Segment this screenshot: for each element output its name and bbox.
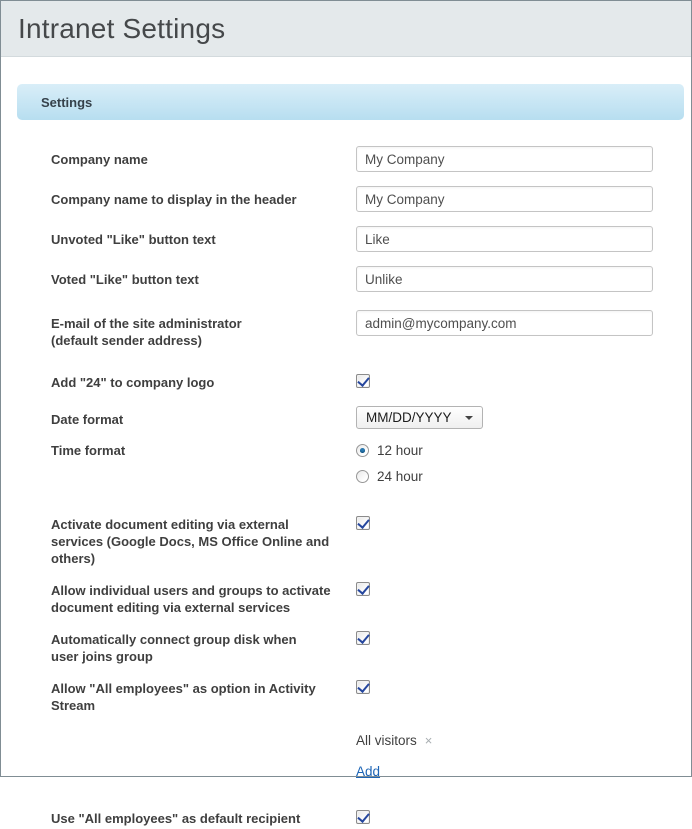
page-title: Intranet Settings: [18, 12, 226, 44]
page-header: [1, 1, 691, 57]
form-row-recipient-tag: [1, 732, 691, 749]
form-row-add-24-logo: [1, 373, 691, 393]
form-row-unvoted-like: [1, 226, 691, 252]
remove-tag-icon[interactable]: ×: [424, 733, 433, 748]
form-row-voted-like: [1, 266, 691, 292]
voted-like-label: Voted "Like" button text: [51, 272, 199, 287]
form-row-external-editing: [1, 515, 691, 567]
form-row-all-employees-option: [1, 679, 691, 714]
unvoted-like-input[interactable]: [356, 226, 653, 252]
all-employees-option-checkbox[interactable]: [356, 680, 370, 694]
date-format-selected-value: MM/DD/YYYY: [366, 410, 452, 425]
form-row-time-format: [1, 437, 691, 489]
external-editing-checkbox[interactable]: [356, 516, 370, 530]
voted-like-input[interactable]: [356, 266, 653, 292]
form-row-company-name: [1, 146, 691, 172]
recipient-tag-spacer: [51, 732, 356, 737]
header-company-name-input[interactable]: [356, 186, 653, 212]
settings-section-bar: [17, 84, 684, 120]
admin-email-input[interactable]: [356, 310, 653, 336]
recipient-tag-text: All visitors: [356, 733, 417, 748]
time-format-24h-radio[interactable]: [356, 470, 369, 483]
settings-section-title: Settings: [41, 94, 93, 110]
add-24-logo-label: Add "24" to company logo: [51, 375, 215, 390]
external-editing-label: Activate document editing via external services (Google Docs, MS Office Online and others): [51, 517, 330, 566]
time-format-24h-option: [356, 463, 691, 489]
admin-email-label: E-mail of the site administrator (default sender address): [51, 316, 242, 348]
date-format-label: Date format: [51, 412, 124, 427]
add-recipient-spacer: [51, 763, 356, 768]
header-company-name-label: Company name to display in the header: [51, 192, 297, 207]
form-row-default-recipient: [1, 809, 691, 829]
time-format-12h-option: [356, 437, 691, 463]
add-24-logo-checkbox[interactable]: [356, 374, 370, 388]
form-row-date-format: [1, 406, 691, 429]
form-row-users-groups-editing: [1, 581, 691, 616]
users-groups-editing-checkbox[interactable]: [356, 582, 370, 596]
default-recipient-label: Use "All employees" as default recipient: [51, 811, 301, 826]
form-row-group-disk: [1, 630, 691, 665]
company-name-label: Company name: [51, 152, 148, 167]
time-format-24h-label: 24 hour: [377, 468, 423, 484]
time-format-12h-radio[interactable]: [356, 444, 369, 457]
users-groups-editing-label: Allow individual users and groups to activate document editing via external services: [51, 583, 331, 615]
recipient-tag: [356, 732, 691, 749]
company-name-input[interactable]: [356, 146, 653, 172]
date-format-select[interactable]: [356, 406, 483, 429]
chevron-down-icon: [465, 416, 473, 420]
unvoted-like-label: Unvoted "Like" button text: [51, 232, 216, 247]
form-row-add-recipient: [1, 763, 691, 781]
all-employees-option-label: Allow "All employees" as option in Activity Stream: [51, 681, 316, 713]
group-disk-label: Automatically connect group disk when user joins group: [51, 632, 297, 664]
add-recipient-link[interactable]: Add: [356, 764, 381, 779]
form-row-header-company-name: [1, 186, 691, 212]
settings-form: [1, 120, 691, 829]
time-format-12h-label: 12 hour: [377, 442, 423, 458]
default-recipient-checkbox[interactable]: [356, 810, 370, 824]
time-format-label: Time format: [51, 443, 126, 458]
form-row-admin-email: [1, 310, 691, 349]
group-disk-checkbox[interactable]: [356, 631, 370, 645]
